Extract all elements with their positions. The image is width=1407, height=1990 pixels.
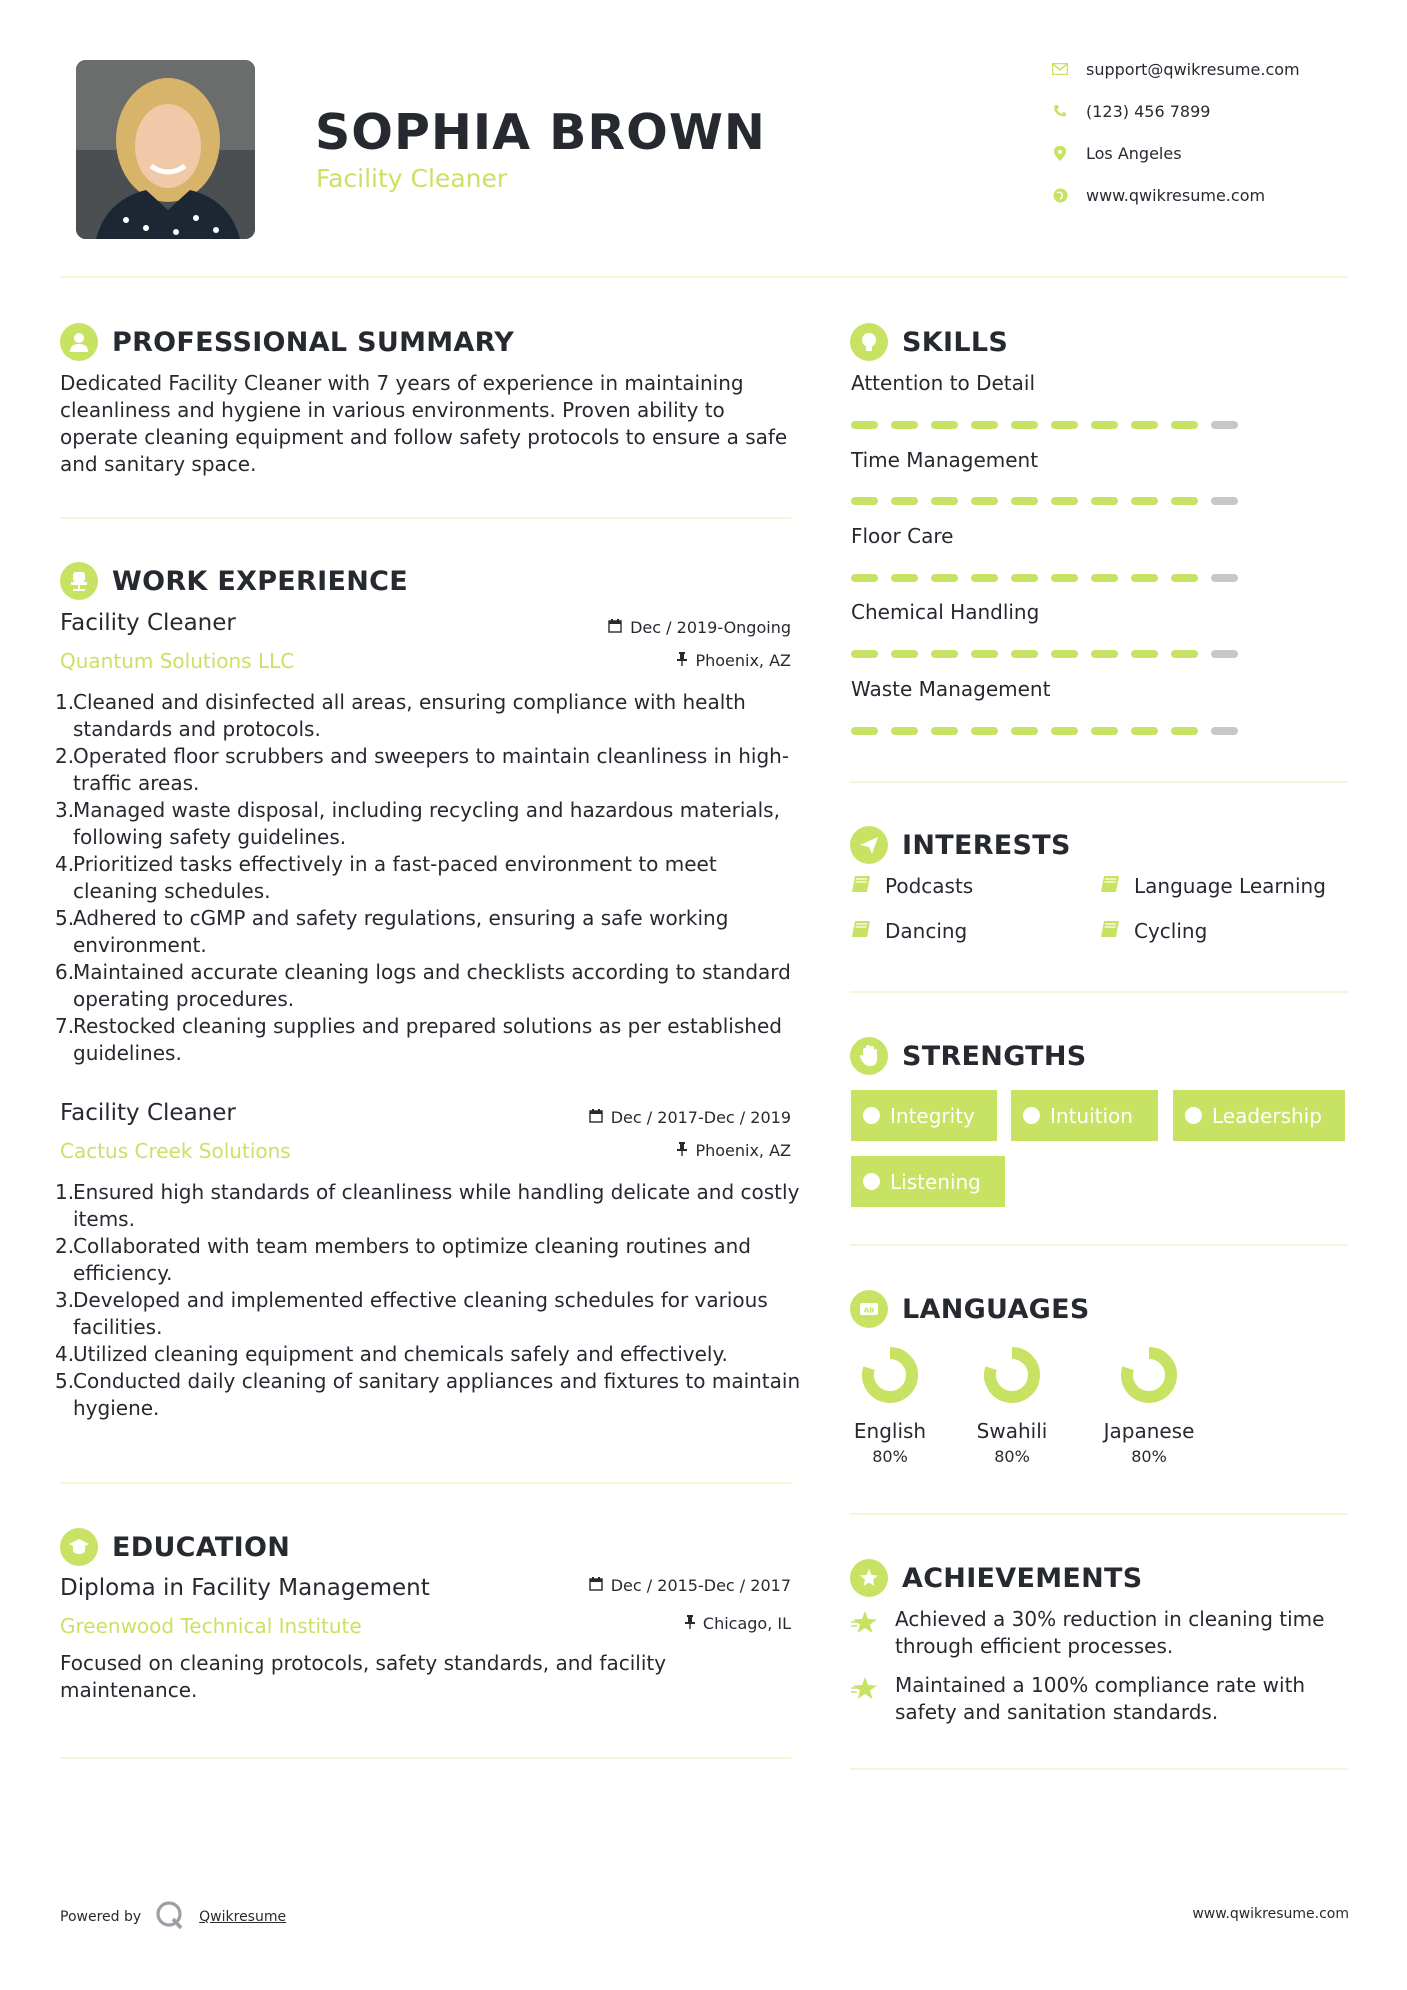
strengths-divider <box>850 1244 1348 1246</box>
skill-dash-filled <box>1171 650 1198 658</box>
contact-email[interactable] <box>1052 57 1300 81</box>
summary-text: Dedicated Facility Cleaner with 7 years of experience in maintaining cleanliness and hygiene in various environments. Proven ability to operate cleaning equipment and follow safety protocols to ensure a safe and sanitary space. <box>60 371 788 476</box>
list-item: 7. Restocked cleaning supplies and prepared solutions as per established guidelines. <box>55 1014 782 1065</box>
languages-divider <box>850 1513 1348 1515</box>
powered-by-text: Powered by <box>60 1909 142 1925</box>
summary-heading: PROFESSIONAL SUMMARY <box>112 326 515 358</box>
interest-label: Dancing <box>885 919 968 943</box>
skill-dash-filled <box>891 727 918 735</box>
interest-item <box>1100 919 1207 943</box>
calendar-icon <box>608 618 622 637</box>
language-progress-ring <box>982 1345 1042 1405</box>
strengths-section-header <box>850 1036 1087 1076</box>
skill-dash-filled <box>931 650 958 658</box>
language-progress-ring <box>1119 1345 1179 1405</box>
language-percent: 80% <box>1131 1447 1167 1466</box>
skill-dash-filled <box>851 650 878 658</box>
skill-dash-filled <box>1171 421 1198 429</box>
user-icon <box>60 323 98 361</box>
skill-dash-filled <box>1011 421 1038 429</box>
graduation-icon <box>60 1528 98 1566</box>
skill-dash-filled <box>1091 497 1118 505</box>
education-heading: EDUCATION <box>112 1531 291 1563</box>
skill-dash-filled <box>1171 727 1198 735</box>
skill-level-bar <box>851 421 1238 429</box>
job-2-company: Cactus Creek Solutions <box>60 1139 291 1163</box>
skill-dash-filled <box>1051 421 1078 429</box>
translate-icon <box>850 1290 888 1328</box>
skill-name: Time Management <box>851 448 1039 472</box>
achievement-item <box>851 1606 1351 1660</box>
education-school: Greenwood Technical Institute <box>60 1614 362 1638</box>
skill-dash-empty <box>1211 650 1238 658</box>
skill-dash-filled <box>891 574 918 582</box>
interests-section-header <box>850 825 1071 865</box>
phone-icon <box>1052 103 1068 119</box>
candidate-title: Facility Cleaner <box>316 164 508 193</box>
strength-chip <box>851 1156 1005 1207</box>
skill-dash-filled <box>891 650 918 658</box>
achievements-heading: ACHIEVEMENTS <box>902 1562 1143 1594</box>
contact-email-text: support@qwikresume.com <box>1086 59 1300 79</box>
list-item: 3. Managed waste disposal, including recycling and hazardous materials, following safety guidelines. <box>55 798 780 849</box>
language-name: English <box>853 1419 927 1443</box>
skills-divider <box>850 781 1348 783</box>
job-2-location-text: Phoenix, AZ <box>695 1141 791 1160</box>
skill-dash-empty <box>1211 727 1238 735</box>
language-percent: 80% <box>872 1447 908 1466</box>
skill-dash-filled <box>1131 574 1158 582</box>
achievement-text: Achieved a 30% reduction in cleaning time through efficient processes. <box>895 1607 1325 1658</box>
skill-dash-filled <box>1091 574 1118 582</box>
skill-dash-empty <box>1211 497 1238 505</box>
skill-dash-filled <box>931 421 958 429</box>
profile-photo <box>76 60 255 239</box>
skill-dash-filled <box>1131 650 1158 658</box>
language-item <box>1094 1345 1204 1466</box>
skill-dash-filled <box>971 727 998 735</box>
skill-level-bar <box>851 574 1238 582</box>
interest-label: Podcasts <box>885 874 974 898</box>
star-icon <box>851 1672 881 1726</box>
interest-item <box>1100 874 1326 898</box>
skill-level-bar <box>851 497 1238 505</box>
education-section-header <box>60 1527 290 1567</box>
skill-dash-empty <box>1211 421 1238 429</box>
summary-section-header <box>60 322 514 362</box>
skill-dash-filled <box>1051 727 1078 735</box>
globe-icon <box>1052 187 1068 203</box>
footer-website[interactable]: www.qwikresume.com <box>1192 1906 1349 1922</box>
language-progress-arc <box>868 1353 912 1397</box>
skill-dash-filled <box>1011 727 1038 735</box>
skill-dash-filled <box>1131 497 1158 505</box>
interests-divider <box>850 991 1348 993</box>
skill-dash-filled <box>931 574 958 582</box>
job-1-company: Quantum Solutions LLC <box>60 649 295 673</box>
list-item: 6. Maintained accurate cleaning logs and checklists according to standard operating procedures. <box>55 960 791 1011</box>
job-1-title: Facility Cleaner <box>60 610 236 636</box>
list-item: 3. Developed and implemented effective cleaning schedules for various facilities. <box>55 1288 768 1339</box>
achievement-text: Maintained a 100% compliance rate with safety and sanitation standards. <box>895 1673 1306 1724</box>
education-location-text: Chicago, IL <box>702 1614 791 1633</box>
language-name: Japanese <box>1103 1419 1195 1443</box>
strength-label: Intuition <box>1050 1103 1133 1128</box>
skill-dash-filled <box>891 497 918 505</box>
job-2-title: Facility Cleaner <box>60 1100 236 1126</box>
skill-dash-filled <box>1011 497 1038 505</box>
strengths-heading: STRENGTHS <box>902 1040 1087 1072</box>
strength-label: Listening <box>890 1169 981 1194</box>
trophy-icon <box>850 1559 888 1597</box>
skill-dash-filled <box>931 727 958 735</box>
pushpin-icon <box>677 1141 687 1160</box>
skill-dash-filled <box>1091 727 1118 735</box>
badge-icon <box>863 1173 880 1190</box>
interest-item <box>851 874 973 898</box>
experience-divider <box>60 1482 791 1484</box>
skill-dash-filled <box>1091 421 1118 429</box>
language-progress-ring <box>860 1345 920 1405</box>
book-icon <box>1100 874 1120 898</box>
experience-heading: WORK EXPERIENCE <box>112 565 408 597</box>
skill-dash-filled <box>971 574 998 582</box>
pushpin-icon <box>685 1614 695 1633</box>
skill-dash-filled <box>971 650 998 658</box>
achievements-divider <box>850 1768 1348 1770</box>
skill-dash-filled <box>891 421 918 429</box>
job-1-duties <box>55 689 805 1067</box>
skill-dash-filled <box>1091 650 1118 658</box>
achievements-section-header <box>850 1558 1143 1598</box>
qwikresume-link[interactable]: Qwikresume <box>199 1909 287 1925</box>
job-2-location <box>677 1141 791 1160</box>
candidate-name: SOPHIA BROWN <box>315 104 766 161</box>
skill-dash-filled <box>1131 421 1158 429</box>
job-1-dates <box>608 618 791 637</box>
skill-dash-empty <box>1211 574 1238 582</box>
skill-dash-filled <box>851 421 878 429</box>
skill-dash-filled <box>1131 727 1158 735</box>
interests-heading: INTERESTS <box>902 829 1071 861</box>
book-icon <box>1100 919 1120 943</box>
footer-powered-by <box>60 1900 286 1934</box>
list-item: 1. Ensured high standards of cleanliness while handling delicate and costly items. <box>55 1180 800 1231</box>
skill-dash-filled <box>851 574 878 582</box>
skill-name: Chemical Handling <box>851 600 1040 624</box>
skill-dash-filled <box>1051 650 1078 658</box>
interest-label: Language Learning <box>1134 874 1326 898</box>
languages-heading: LANGUAGES <box>902 1293 1090 1325</box>
qwikresume-logo-icon <box>155 1900 185 1934</box>
language-item <box>835 1345 945 1466</box>
strength-chip <box>851 1090 997 1141</box>
skill-dash-filled <box>1051 574 1078 582</box>
list-item: 2. Collaborated with team members to optimize cleaning routines and efficiency. <box>55 1234 751 1285</box>
badge-icon <box>863 1107 880 1124</box>
skill-dash-filled <box>851 727 878 735</box>
calendar-icon <box>589 1576 603 1595</box>
languages-section-header <box>850 1289 1090 1329</box>
job-2-dates-text: Dec / 2017-Dec / 2019 <box>610 1108 791 1127</box>
list-item: 4. Prioritized tasks effectively in a fast-paced environment to meet cleaning schedules. <box>55 852 717 903</box>
education-dates-text: Dec / 2015-Dec / 2017 <box>610 1576 791 1595</box>
skill-dash-filled <box>1171 497 1198 505</box>
language-progress-arc <box>990 1353 1034 1397</box>
language-item <box>957 1345 1067 1466</box>
book-icon <box>851 874 871 898</box>
skills-section-header <box>850 322 1008 362</box>
contact-location-text: Los Angeles <box>1086 143 1182 163</box>
star-icon <box>851 1606 881 1660</box>
skill-dash-filled <box>1011 650 1038 658</box>
summary-divider <box>60 517 791 519</box>
contact-website[interactable] <box>1052 183 1265 207</box>
education-degree: Diploma in Facility Management <box>60 1575 430 1601</box>
hand-icon <box>850 1037 888 1075</box>
strength-label: Leadership <box>1212 1103 1322 1128</box>
contact-location <box>1052 141 1182 165</box>
experience-section-header <box>60 561 408 601</box>
skill-level-bar <box>851 727 1238 735</box>
language-percent: 80% <box>994 1447 1030 1466</box>
svg-text:AB: AB <box>863 1306 875 1315</box>
list-item: 4. Utilized cleaning equipment and chemicals safely and effectively. <box>55 1342 728 1366</box>
education-divider <box>60 1757 791 1759</box>
education-description: Focused on cleaning protocols, safety standards, and facility maintenance. <box>60 1651 667 1702</box>
lightbulb-icon <box>850 323 888 361</box>
skill-dash-filled <box>851 497 878 505</box>
envelope-icon <box>1052 61 1068 77</box>
skill-name: Waste Management <box>851 677 1051 701</box>
contact-website-text: www.qwikresume.com <box>1086 185 1266 205</box>
office-chair-icon <box>60 562 98 600</box>
badge-icon <box>1185 1107 1202 1124</box>
book-icon <box>851 919 871 943</box>
pushpin-icon <box>677 651 687 670</box>
skill-dash-filled <box>971 421 998 429</box>
list-item: 2. Operated floor scrubbers and sweepers to maintain cleanliness in high-traffic areas. <box>55 744 790 795</box>
strength-chip <box>1173 1090 1345 1141</box>
header-divider <box>60 276 1348 278</box>
education-dates <box>589 1576 791 1595</box>
achievement-item <box>851 1672 1351 1726</box>
education-location <box>685 1614 791 1633</box>
calendar-icon <box>589 1108 603 1127</box>
skill-name: Floor Care <box>851 524 954 548</box>
list-item: 5. Conducted daily cleaning of sanitary appliances and fixtures to maintain hygiene. <box>55 1369 801 1420</box>
skill-dash-filled <box>1171 574 1198 582</box>
paper-plane-icon <box>850 826 888 864</box>
job-1-location-text: Phoenix, AZ <box>695 651 791 670</box>
job-2-duties <box>55 1179 805 1422</box>
skill-dash-filled <box>971 497 998 505</box>
skill-dash-filled <box>1011 574 1038 582</box>
skill-dash-filled <box>931 497 958 505</box>
skill-name: Attention to Detail <box>851 371 1036 395</box>
skills-heading: SKILLS <box>902 326 1009 358</box>
skill-dash-filled <box>1051 497 1078 505</box>
list-item: 5. Adhered to cGMP and safety regulations, ensuring a safe working environment. <box>55 906 729 957</box>
badge-icon <box>1023 1107 1040 1124</box>
interest-label: Cycling <box>1134 919 1208 943</box>
skill-level-bar <box>851 650 1238 658</box>
strength-label: Integrity <box>890 1103 975 1128</box>
list-item: 1. Cleaned and disinfected all areas, ensuring compliance with health standards and protocols. <box>55 690 746 741</box>
job-1-dates-text: Dec / 2019-Ongoing <box>630 618 791 637</box>
job-1-location <box>677 651 791 670</box>
job-2-dates <box>589 1108 791 1127</box>
contact-phone[interactable] <box>1052 99 1210 123</box>
interest-item <box>851 919 967 943</box>
location-pin-icon <box>1052 145 1068 161</box>
contact-phone-text: (123) 456 7899 <box>1086 101 1211 121</box>
language-name: Swahili <box>976 1419 1048 1443</box>
strength-chip <box>1011 1090 1158 1141</box>
language-progress-arc <box>1127 1353 1171 1397</box>
